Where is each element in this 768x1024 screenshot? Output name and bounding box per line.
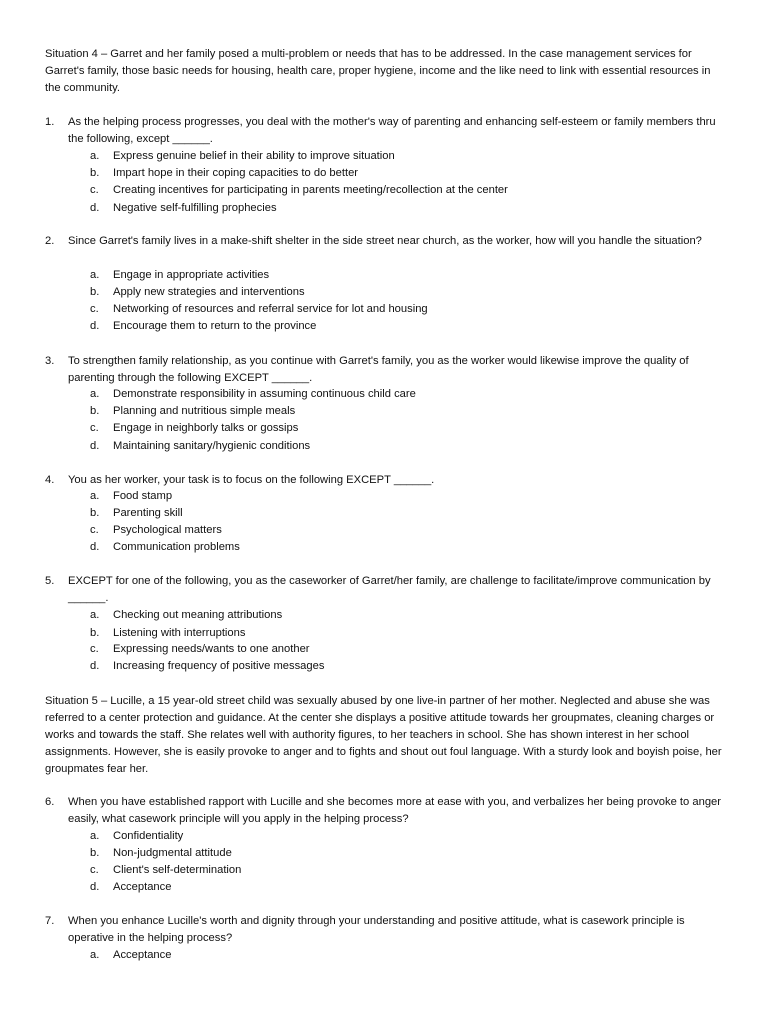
question-text: As the helping process progresses, you deal with the mother's way of parenting and enhancing self-esteem or family members thru the following, except ______. xyxy=(68,116,716,145)
option-letter: a. xyxy=(90,150,100,162)
option-text: Engage in neighborly talks or gossips xyxy=(113,422,299,434)
option-text: Acceptance xyxy=(113,881,172,893)
option-letter: d. xyxy=(90,320,100,332)
option-text: Client's self-determination xyxy=(113,864,242,876)
option-letter: c. xyxy=(90,864,99,876)
option-text: Food stamp xyxy=(113,490,173,502)
option-text: Apply new strategies and interventions xyxy=(113,286,305,298)
option-letter: d. xyxy=(90,541,100,553)
option-text: Parenting skill xyxy=(113,507,183,519)
question-text: To strengthen family relationship, as you continue with Garret's family, you as the worker would likewise improve the quality of parenting through the following EXCEPT ______. xyxy=(68,355,689,384)
option-letter: c. xyxy=(90,184,99,196)
option-text: Increasing frequency of positive messages xyxy=(113,660,325,672)
question-number: 2. xyxy=(45,235,55,247)
question-number: 1. xyxy=(45,116,55,128)
question-number: 7. xyxy=(45,915,55,927)
option-letter: a. xyxy=(90,388,100,400)
option-letter: b. xyxy=(90,167,100,179)
option-text: Creating incentives for participating in parents meeting/recollection at the center xyxy=(113,184,508,196)
question-text: Since Garret's family lives in a make-shift shelter in the side street near church, as the worker, how will you handle the situation? xyxy=(68,235,702,247)
option-text: Express genuine belief in their ability to improve situation xyxy=(113,150,395,162)
question-number: 6. xyxy=(45,796,55,808)
option-letter: d. xyxy=(90,881,100,893)
option-letter: a. xyxy=(90,830,100,842)
option-letter: c. xyxy=(90,422,99,434)
option-letter: d. xyxy=(90,660,100,672)
option-letter: a. xyxy=(90,490,100,502)
situation-4-paragraph: Situation 4 – Garret and her family posed a multi-problem or needs that has to be addressed. In the case management services for Garret's family, those basic needs for housing, health care, proper hygiene, income and the like need to link with essential resources in the community. xyxy=(45,48,711,94)
option-letter: a. xyxy=(90,269,100,281)
option-letter: c. xyxy=(90,303,99,315)
option-letter: b. xyxy=(90,627,100,639)
option-text: Listening with interruptions xyxy=(113,627,246,639)
option-text: Engage in appropriate activities xyxy=(113,269,270,281)
option-text: Demonstrate responsibility in assuming continuous child care xyxy=(113,388,416,400)
question-text: When you have established rapport with Lucille and she becomes more at ease with you, and verbalizes her being provoke to anger easily, what casework principle will you apply in the helping process? xyxy=(68,796,721,825)
option-text: Encourage them to return to the province xyxy=(113,320,317,332)
option-text: Confidentiality xyxy=(113,830,184,842)
question-number: 4. xyxy=(45,474,55,486)
option-letter: b. xyxy=(90,405,100,417)
question-number: 5. xyxy=(45,575,55,587)
option-letter: d. xyxy=(90,202,100,214)
situation-5-paragraph: Situation 5 – Lucille, a 15 year-old street child was sexually abused by one live-in partner of her mother. Neglected and abuse she was referred to a center protection and guidance. At the center she displays a positive attitude towards her groupmates, cleaning charges or works and towards the staff. She relates well with authority figures, to her teachers in school. She has shown interest in her school assignments. However, she is easily provoke to anger and to fights and shout out foul language. With a sturdy look and boyish poise, her groupmates fear her. xyxy=(45,695,722,775)
question-text: When you enhance Lucille's worth and dignity through your understanding and positive attitude, what is casework principle is operative in the helping process? xyxy=(68,915,685,944)
option-letter: d. xyxy=(90,440,100,452)
option-letter: a. xyxy=(90,949,100,961)
option-letter: b. xyxy=(90,286,100,298)
option-letter: c. xyxy=(90,643,99,655)
option-letter: b. xyxy=(90,847,100,859)
option-text: Expressing needs/wants to one another xyxy=(113,643,310,655)
question-number: 3. xyxy=(45,355,55,367)
option-text: Acceptance xyxy=(113,949,172,961)
question-text: EXCEPT for one of the following, you as the caseworker of Garret/her family, are challenge to facilitate/improve communication by ______. xyxy=(68,575,711,604)
option-letter: a. xyxy=(90,609,100,621)
option-text: Maintaining sanitary/hygienic conditions xyxy=(113,440,311,452)
option-text: Non-judgmental attitude xyxy=(113,847,232,859)
option-text: Planning and nutritious simple meals xyxy=(113,405,296,417)
option-text: Checking out meaning attributions xyxy=(113,609,283,621)
option-text: Communication problems xyxy=(113,541,240,553)
option-text: Networking of resources and referral service for lot and housing xyxy=(113,303,428,315)
option-text: Negative self-fulfilling prophecies xyxy=(113,202,277,214)
option-letter: b. xyxy=(90,507,100,519)
option-text: Psychological matters xyxy=(113,524,222,536)
option-letter: c. xyxy=(90,524,99,536)
question-text: You as her worker, your task is to focus on the following EXCEPT ______. xyxy=(68,474,435,486)
option-text: Impart hope in their coping capacities to do better xyxy=(113,167,359,179)
